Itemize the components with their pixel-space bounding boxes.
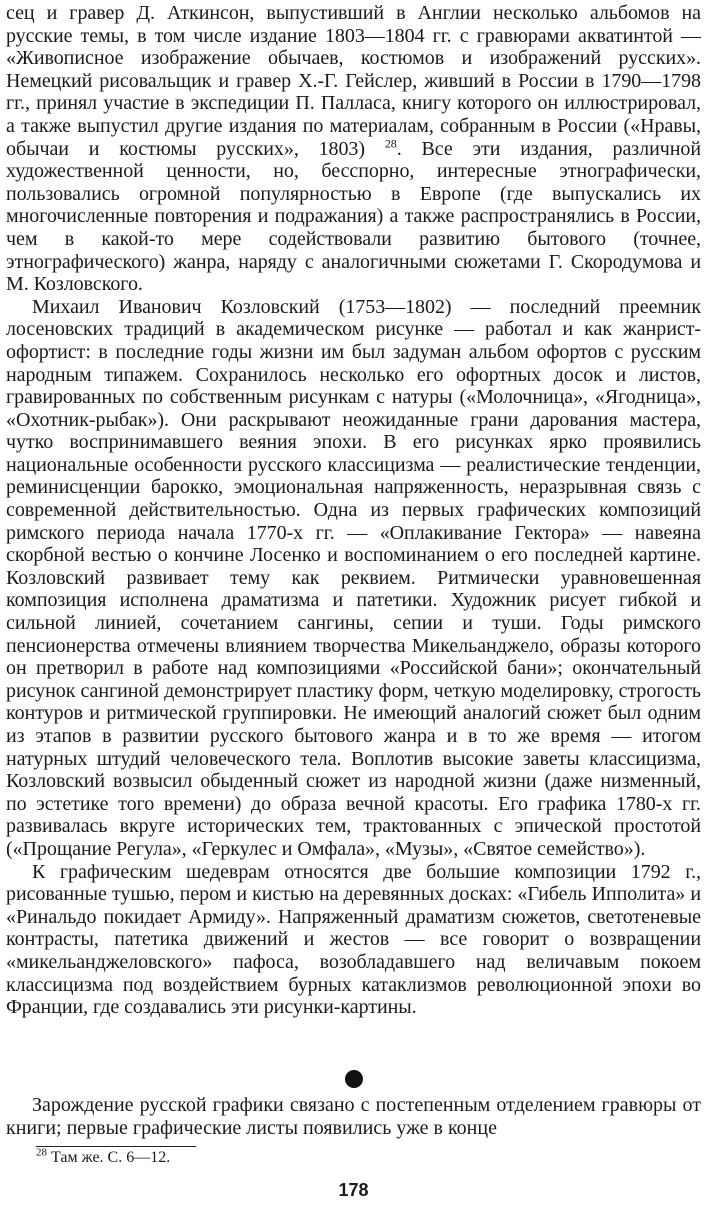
filled-circle-icon — [345, 1070, 363, 1088]
section-divider — [0, 1070, 707, 1088]
paragraph-3: К графическим шедеврам относятся две большие композиции 1792 г., рисованные тушью, пером и кистью на деревянных досках: «Гибель Ипполита» и «Ринальдо покидает Армиду». Напряженный драматизм сюжетов, светотеневые контрасты, патетика движений и жестов — все говорит о возвращении «микельанджеловского» пафоса, возобладавшего над величавым покоем классицизма под воздействием бурных катаклизмов революционной эпохи во Франции, где создавались эти рисунки-картины. — [6, 860, 701, 1019]
footnote-rule — [36, 1146, 196, 1147]
paragraph-1-text: сец и гравер Д. Аткинсон, выпустивший в Англии несколько альбомов на русские темы, в том числе издание 1803—1804 гг. с гравюрами акватинтой — «Живописное изображение обычаев, костюмов и изображений русских». Немецкий рисовальщик и гравер Х.-Г. Гейслер, живший в России в 1790—1798 гг., принял участие в экспедиции П. Палласа, книгу которого он иллюстрировал, а также выпустил другие издания по материалам, собранным в России («Нравы, обычаи и костюмы русских», 1803) — [6, 2, 701, 160]
footnote — [36, 1148, 170, 1168]
paragraph-2: Михаил Иванович Козловский (1753—1802) — последний преемник лосеновских традиций в академическом рисунке — работал и как жанрист-офортист: в последние годы жизни им был задуман альбом офортов с русским народным типажем. Сохранилось несколько его офортных досок и листов, гравированных по собственным рисункам с натуры («Молочница», «Ягодница», «Охотник-рыбак»). Они раскрывают неожиданные грани дарования мастера, чутко воспринимавшего веяния эпохи. В его рисунках ярко проявились национальные особенности русского классицизма — реалистические тенденции, реминисценции барокко, эмоциональная напряженность, неразрывная связь с современной действительностью. Одна из первых графических композиций римского периода начала 1770-х гг. — «Оплакивание Гектора» — навеяна скорбной вестью о кончине Лосенко и воспоминанием о его последней картине. Козловский развивает тему как реквием. Ритмически уравновешенная композиция исполнена драматизма и патетики. Художник рисует гибкой и сильной линией, сочетанием сангины, сепии и туши. Годы римского пенсионерства отмечены влиянием творчества Микельанджело, образы которого он претворил в работе над композициями «Российской бани»; окончательный рисунок сангиной демонстрирует пластику форм, четкую моделировку, строгость контуров и ритмической группировки. Не имеющий аналогий сюжет был одним из этапов в развитии русского бытового жанра и в то же время — итогом натурных штудий человеческого тела. Воплотив высокие заветы классицизма, Козловский возвысил обыденный сюжет из народной жизни (даже низменный, по эстетике того времени) до образа вечной красоты. Его графика 1780-х гг. развивалась вкруге исторических тем, трактованных с эпической простотой («Прощание Регула», «Геркулес и Омфала», «Музы», «Святое семейство»). — [6, 295, 701, 860]
paragraph-4: Зарождение русской графики связано с постепенным отделением гравюры от книги; первые графические листы появились уже в конце — [6, 1094, 701, 1139]
paragraph-1-text-after: . Все эти издания, различной художественной ценности, но, бесспорно, интересные этнографически, пользовались огромной популярностью в Европе (где выпускались их многочисленные повторения и подражания) а также распространялись в России, чем в какой-то мере содействовали развитию бытового (точнее, этнографического) жанра, наряду с аналогичными сюжетами Г. Скородумова и М. Козловского. — [6, 137, 702, 296]
footnote-number: 28 — [36, 1146, 47, 1159]
paragraph-1 — [6, 2, 701, 296]
page-number: 178 — [338, 1180, 369, 1200]
footnote-ref: 28 — [384, 135, 397, 150]
footnote-text: Там же. С. 6—12. — [51, 1149, 171, 1166]
body-text — [6, 2, 701, 1019]
closing-text — [6, 1094, 701, 1139]
